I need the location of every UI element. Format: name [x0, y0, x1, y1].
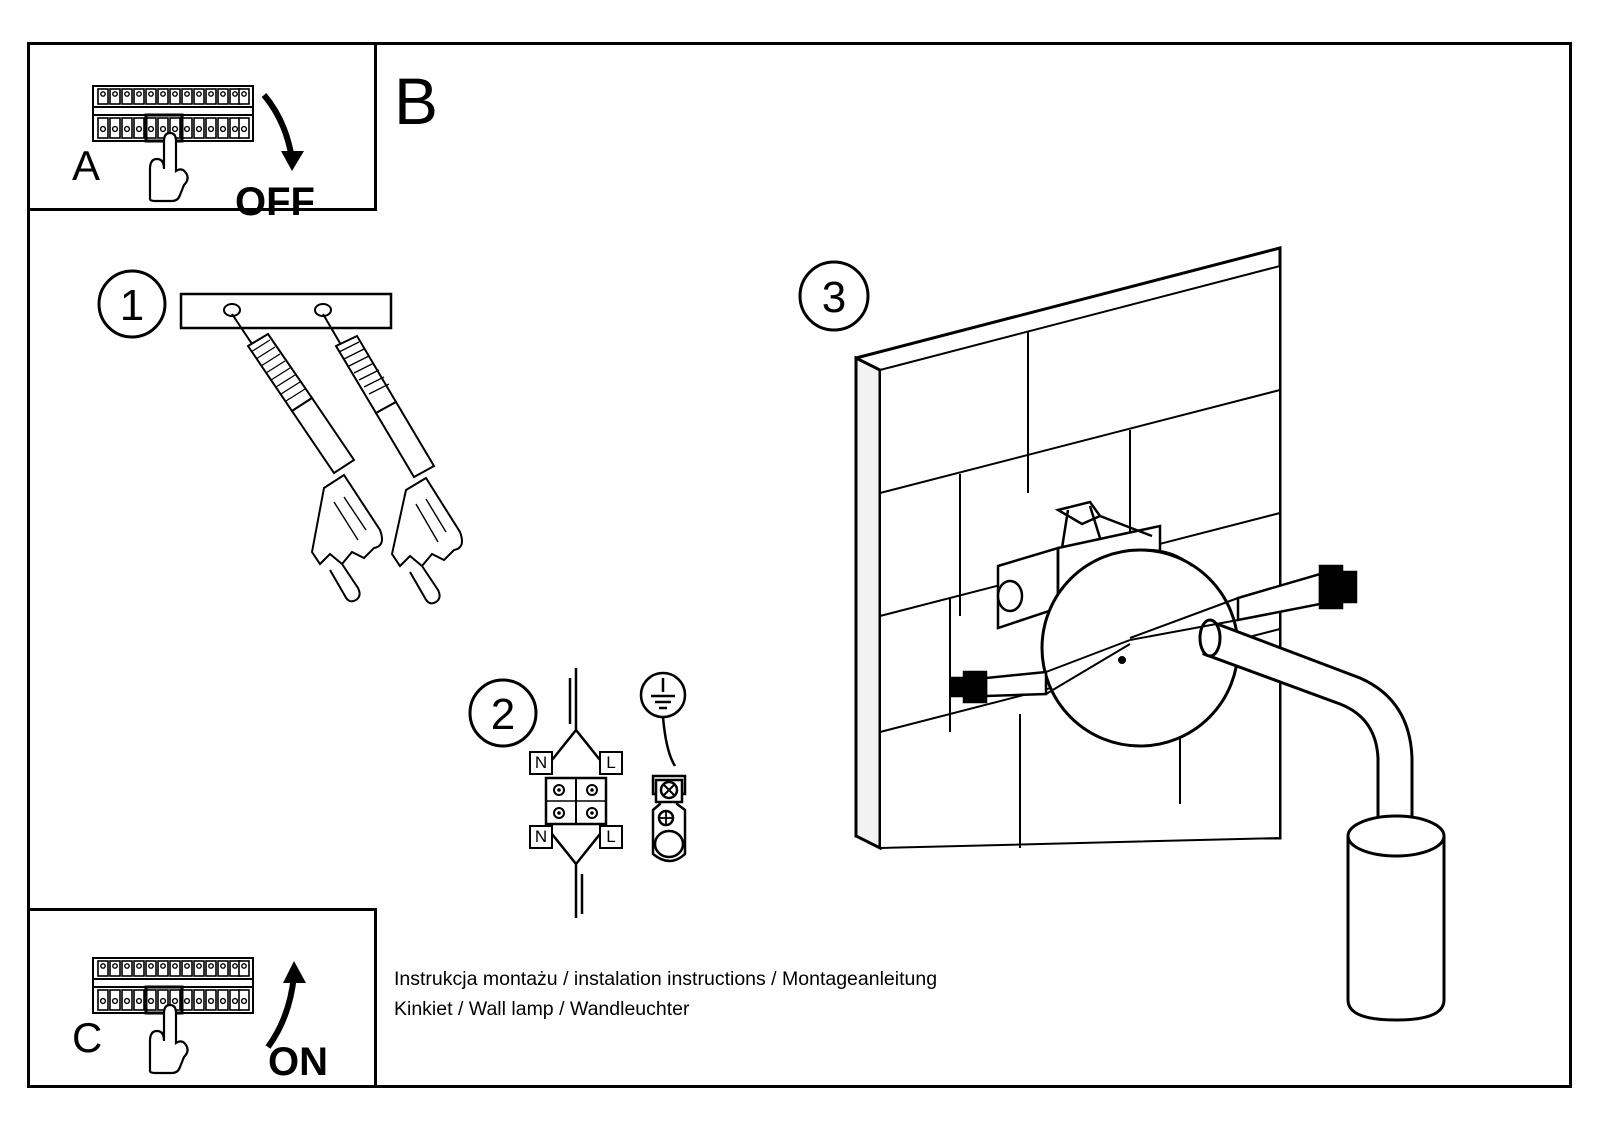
panel-a-action-label: OFF: [235, 180, 315, 224]
caption-line-2: Kinkiet / Wall lamp / Wandleuchter: [394, 998, 690, 1020]
panel-c-action-label: ON: [268, 1040, 328, 1084]
mounting-bracket: [181, 294, 391, 328]
panel-c: [27, 908, 377, 1088]
step-2-number: 2: [490, 690, 516, 739]
lamp-shade: [1348, 816, 1444, 1020]
screw-left: [232, 314, 354, 473]
label-n-bottom: N: [534, 827, 548, 846]
panel-a: [27, 42, 377, 224]
label-n-top: N: [534, 753, 548, 772]
panel-b-letter: B: [394, 64, 439, 138]
earth-ground-icon: [641, 673, 685, 766]
step-3-diagram: [800, 248, 1520, 1048]
terminal-block: [546, 778, 606, 824]
label-l-bottom: L: [606, 827, 616, 846]
earth-terminal-connector: [653, 776, 685, 861]
step-2-diagram: [470, 668, 720, 928]
breaker-panel-on-icon: [68, 931, 338, 1101]
label-l-top: L: [606, 753, 616, 772]
breaker-panel-off-icon: [68, 59, 328, 219]
wall-anchor-right: [392, 478, 462, 603]
caption-line-1: Instrukcja montażu / instalation instructions / Montageanleitung: [394, 968, 938, 990]
panel-a-letter: A: [72, 142, 101, 189]
step-3-number: 3: [821, 273, 847, 322]
wall-anchor-left: [312, 475, 382, 601]
step-1-number: 1: [119, 281, 145, 330]
wire-bottom: [552, 834, 600, 918]
step-1-diagram: [96, 252, 516, 632]
panel-c-letter: C: [72, 1014, 103, 1061]
wire-top: [552, 668, 600, 760]
